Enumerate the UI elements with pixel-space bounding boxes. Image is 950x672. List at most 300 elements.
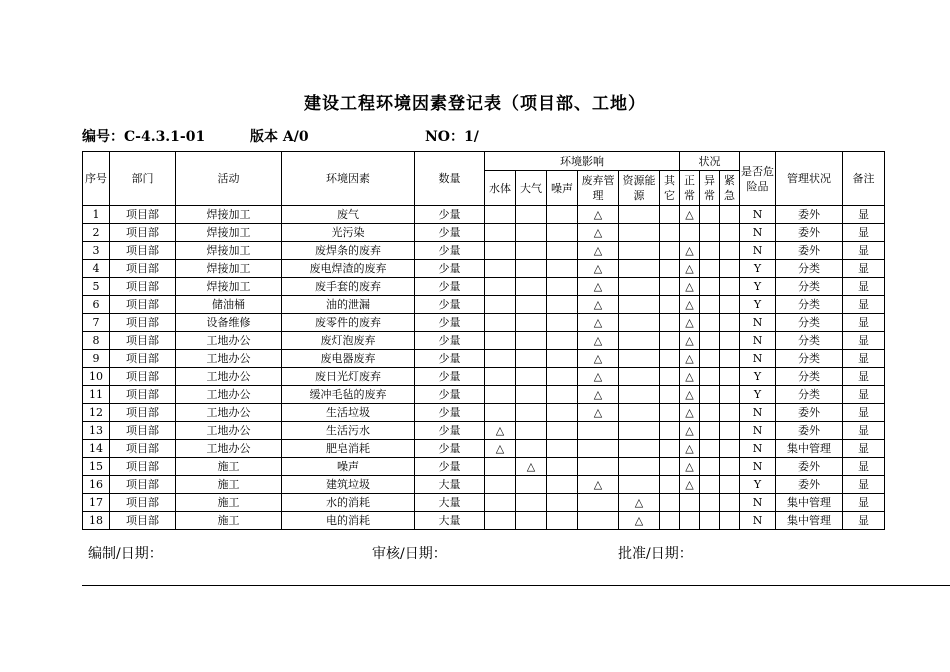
cell-emergency xyxy=(720,278,740,296)
cell-manage: 分类 xyxy=(776,350,843,368)
cell-noise xyxy=(547,476,578,494)
cell-resource xyxy=(619,386,660,404)
cell-normal: △ xyxy=(680,422,700,440)
header-status: 状况 xyxy=(680,152,740,171)
cell-water xyxy=(485,206,516,224)
cell-remark: 显 xyxy=(843,512,885,530)
cell-manage: 委外 xyxy=(776,242,843,260)
cell-noise xyxy=(547,260,578,278)
table-row xyxy=(83,314,885,332)
cell-air xyxy=(516,314,547,332)
cell-dept: 项目部 xyxy=(110,224,176,242)
cell-noise xyxy=(547,242,578,260)
cell-resource xyxy=(619,368,660,386)
cell-hazard: Y xyxy=(740,368,776,386)
cell-emergency xyxy=(720,494,740,512)
cell-activity: 施工 xyxy=(176,476,282,494)
cell-air xyxy=(516,260,547,278)
cell-manage: 委外 xyxy=(776,224,843,242)
cell-resource xyxy=(619,242,660,260)
cell-dept: 项目部 xyxy=(110,386,176,404)
cell-noise xyxy=(547,206,578,224)
table-row xyxy=(83,260,885,278)
cell-waste: △ xyxy=(578,386,619,404)
cell-abnormal xyxy=(700,314,720,332)
cell-manage: 集中管理 xyxy=(776,440,843,458)
cell-noise xyxy=(547,386,578,404)
cell-other xyxy=(660,332,680,350)
cell-other xyxy=(660,278,680,296)
cell-remark: 显 xyxy=(843,440,885,458)
header-status-normal: 正常 xyxy=(680,171,700,206)
cell-activity: 工地办公 xyxy=(176,368,282,386)
cell-remark: 显 xyxy=(843,206,885,224)
cell-remark: 显 xyxy=(843,494,885,512)
cell-dept: 项目部 xyxy=(110,242,176,260)
cell-noise xyxy=(547,512,578,530)
table-row xyxy=(83,404,885,422)
cell-seq: 4 xyxy=(83,260,110,278)
cell-qty: 少量 xyxy=(415,422,485,440)
table-row xyxy=(83,512,885,530)
header-activity: 活动 xyxy=(176,152,282,206)
cell-normal: △ xyxy=(680,314,700,332)
cell-hazard: N xyxy=(740,512,776,530)
cell-noise xyxy=(547,404,578,422)
cell-remark: 显 xyxy=(843,242,885,260)
cell-abnormal xyxy=(700,296,720,314)
cell-other xyxy=(660,512,680,530)
cell-dept: 项目部 xyxy=(110,206,176,224)
header-remark: 备注 xyxy=(843,152,885,206)
cell-normal: △ xyxy=(680,386,700,404)
cell-hazard: Y xyxy=(740,278,776,296)
cell-abnormal xyxy=(700,386,720,404)
cell-seq: 18 xyxy=(83,512,110,530)
cell-manage: 分类 xyxy=(776,332,843,350)
header-status-emergency: 紧急 xyxy=(720,171,740,206)
cell-abnormal xyxy=(700,494,720,512)
table-row xyxy=(83,368,885,386)
cell-qty: 大量 xyxy=(415,512,485,530)
cell-emergency xyxy=(720,476,740,494)
cell-resource: △ xyxy=(619,512,660,530)
cell-manage: 委外 xyxy=(776,422,843,440)
cell-waste: △ xyxy=(578,224,619,242)
cell-qty: 少量 xyxy=(415,260,485,278)
cell-factor: 废电器废弃 xyxy=(282,350,415,368)
cell-seq: 2 xyxy=(83,224,110,242)
cell-remark: 显 xyxy=(843,476,885,494)
cell-manage: 集中管理 xyxy=(776,512,843,530)
cell-air xyxy=(516,206,547,224)
cell-abnormal xyxy=(700,224,720,242)
header-impact-water: 水体 xyxy=(485,171,516,206)
cell-hazard: N xyxy=(740,350,776,368)
cell-activity: 工地办公 xyxy=(176,350,282,368)
cell-abnormal xyxy=(700,404,720,422)
cell-factor: 肥皂消耗 xyxy=(282,440,415,458)
cell-activity: 施工 xyxy=(176,458,282,476)
cell-qty: 少量 xyxy=(415,368,485,386)
cell-resource xyxy=(619,476,660,494)
cell-emergency xyxy=(720,386,740,404)
cell-noise xyxy=(547,458,578,476)
cell-waste xyxy=(578,440,619,458)
cell-qty: 少量 xyxy=(415,350,485,368)
cell-remark: 显 xyxy=(843,404,885,422)
header-status-abnormal: 异常 xyxy=(700,171,720,206)
cell-water xyxy=(485,278,516,296)
header-impact-other: 其它 xyxy=(660,171,680,206)
cell-dept: 项目部 xyxy=(110,422,176,440)
cell-activity: 施工 xyxy=(176,512,282,530)
cell-air xyxy=(516,494,547,512)
cell-dept: 项目部 xyxy=(110,314,176,332)
cell-resource xyxy=(619,296,660,314)
cell-hazard: N xyxy=(740,440,776,458)
cell-air xyxy=(516,386,547,404)
cell-qty: 少量 xyxy=(415,332,485,350)
cell-remark: 显 xyxy=(843,350,885,368)
cell-noise xyxy=(547,440,578,458)
cell-water xyxy=(485,494,516,512)
cell-resource xyxy=(619,314,660,332)
cell-other xyxy=(660,440,680,458)
cell-noise xyxy=(547,278,578,296)
cell-waste: △ xyxy=(578,278,619,296)
cell-manage: 分类 xyxy=(776,278,843,296)
cell-factor: 电的消耗 xyxy=(282,512,415,530)
cell-waste: △ xyxy=(578,332,619,350)
cell-activity: 焊接加工 xyxy=(176,278,282,296)
cell-abnormal xyxy=(700,476,720,494)
cell-remark: 显 xyxy=(843,422,885,440)
cell-emergency xyxy=(720,440,740,458)
footer-approved: 批准/日期： xyxy=(618,546,693,562)
cell-remark: 显 xyxy=(843,224,885,242)
cell-emergency xyxy=(720,332,740,350)
document-number: NO：1/ xyxy=(425,129,479,145)
cell-abnormal xyxy=(700,260,720,278)
cell-abnormal xyxy=(700,242,720,260)
cell-other xyxy=(660,224,680,242)
header-hazard: 是否危险品 xyxy=(740,152,776,206)
table-row xyxy=(83,224,885,242)
cell-normal: △ xyxy=(680,278,700,296)
cell-manage: 分类 xyxy=(776,296,843,314)
cell-water xyxy=(485,224,516,242)
cell-emergency xyxy=(720,260,740,278)
cell-seq: 9 xyxy=(83,350,110,368)
cell-activity: 工地办公 xyxy=(176,332,282,350)
cell-air: △ xyxy=(516,458,547,476)
cell-activity: 施工 xyxy=(176,494,282,512)
cell-activity: 工地办公 xyxy=(176,422,282,440)
cell-air xyxy=(516,422,547,440)
table-row xyxy=(83,422,885,440)
cell-other xyxy=(660,368,680,386)
header-impact: 环境影响 xyxy=(485,152,680,171)
cell-remark: 显 xyxy=(843,278,885,296)
cell-seq: 14 xyxy=(83,440,110,458)
table-row xyxy=(83,350,885,368)
cell-activity: 焊接加工 xyxy=(176,260,282,278)
cell-manage: 委外 xyxy=(776,476,843,494)
environment-factor-table xyxy=(82,151,885,530)
cell-air xyxy=(516,296,547,314)
cell-water xyxy=(485,458,516,476)
header-factor: 环境因素 xyxy=(282,152,415,206)
cell-waste: △ xyxy=(578,242,619,260)
cell-emergency xyxy=(720,404,740,422)
cell-air xyxy=(516,350,547,368)
cell-other xyxy=(660,476,680,494)
cell-resource: △ xyxy=(619,494,660,512)
header-dept: 部门 xyxy=(110,152,176,206)
cell-other xyxy=(660,260,680,278)
cell-emergency xyxy=(720,368,740,386)
cell-activity: 焊接加工 xyxy=(176,242,282,260)
cell-seq: 7 xyxy=(83,314,110,332)
cell-dept: 项目部 xyxy=(110,368,176,386)
cell-dept: 项目部 xyxy=(110,512,176,530)
cell-noise xyxy=(547,350,578,368)
cell-resource xyxy=(619,332,660,350)
cell-normal: △ xyxy=(680,368,700,386)
cell-remark: 显 xyxy=(843,386,885,404)
footer-reviewed: 审核/日期： xyxy=(372,546,447,562)
cell-waste xyxy=(578,458,619,476)
cell-seq: 12 xyxy=(83,404,110,422)
cell-hazard: N xyxy=(740,458,776,476)
cell-hazard: Y xyxy=(740,260,776,278)
cell-abnormal xyxy=(700,422,720,440)
cell-factor: 建筑垃圾 xyxy=(282,476,415,494)
cell-normal: △ xyxy=(680,476,700,494)
cell-hazard: N xyxy=(740,332,776,350)
cell-seq: 11 xyxy=(83,386,110,404)
cell-normal: △ xyxy=(680,350,700,368)
cell-manage: 分类 xyxy=(776,386,843,404)
cell-qty: 少量 xyxy=(415,242,485,260)
cell-resource xyxy=(619,206,660,224)
cell-hazard: N xyxy=(740,224,776,242)
cell-water xyxy=(485,386,516,404)
cell-other xyxy=(660,206,680,224)
cell-dept: 项目部 xyxy=(110,278,176,296)
header-management: 管理状况 xyxy=(776,152,843,206)
header-impact-resource: 资源能源 xyxy=(619,171,660,206)
footer-prepared: 编制/日期： xyxy=(88,546,163,562)
cell-qty: 少量 xyxy=(415,278,485,296)
cell-water xyxy=(485,368,516,386)
table-row xyxy=(83,494,885,512)
cell-qty: 少量 xyxy=(415,224,485,242)
cell-normal: △ xyxy=(680,206,700,224)
cell-normal xyxy=(680,224,700,242)
cell-abnormal xyxy=(700,332,720,350)
cell-dept: 项目部 xyxy=(110,440,176,458)
document-version: 版本 A/0 xyxy=(250,129,309,145)
cell-air xyxy=(516,242,547,260)
cell-noise xyxy=(547,422,578,440)
table-row xyxy=(83,278,885,296)
cell-dept: 项目部 xyxy=(110,260,176,278)
cell-seq: 5 xyxy=(83,278,110,296)
cell-seq: 13 xyxy=(83,422,110,440)
cell-dept: 项目部 xyxy=(110,494,176,512)
cell-factor: 废日光灯废弃 xyxy=(282,368,415,386)
cell-emergency xyxy=(720,242,740,260)
cell-air xyxy=(516,476,547,494)
cell-normal: △ xyxy=(680,440,700,458)
cell-emergency xyxy=(720,296,740,314)
cell-factor: 废零件的废弃 xyxy=(282,314,415,332)
cell-emergency xyxy=(720,206,740,224)
cell-water xyxy=(485,296,516,314)
cell-normal: △ xyxy=(680,242,700,260)
cell-resource xyxy=(619,224,660,242)
header-seq: 序号 xyxy=(83,152,110,206)
cell-dept: 项目部 xyxy=(110,476,176,494)
cell-waste: △ xyxy=(578,314,619,332)
cell-factor: 缓冲毛毡的废弃 xyxy=(282,386,415,404)
cell-air xyxy=(516,404,547,422)
cell-noise xyxy=(547,296,578,314)
cell-water xyxy=(485,404,516,422)
cell-manage: 委外 xyxy=(776,206,843,224)
cell-manage: 集中管理 xyxy=(776,494,843,512)
cell-other xyxy=(660,350,680,368)
cell-factor: 水的消耗 xyxy=(282,494,415,512)
cell-waste: △ xyxy=(578,404,619,422)
cell-other xyxy=(660,386,680,404)
cell-waste: △ xyxy=(578,368,619,386)
table-body xyxy=(83,206,885,530)
cell-factor: 光污染 xyxy=(282,224,415,242)
cell-hazard: N xyxy=(740,422,776,440)
cell-dept: 项目部 xyxy=(110,404,176,422)
cell-activity: 工地办公 xyxy=(176,440,282,458)
cell-seq: 6 xyxy=(83,296,110,314)
cell-factor: 油的泄漏 xyxy=(282,296,415,314)
cell-air xyxy=(516,278,547,296)
cell-remark: 显 xyxy=(843,332,885,350)
cell-activity: 焊接加工 xyxy=(176,206,282,224)
cell-seq: 8 xyxy=(83,332,110,350)
cell-resource xyxy=(619,404,660,422)
cell-normal: △ xyxy=(680,458,700,476)
table-row xyxy=(83,332,885,350)
document-title: 建设工程环境因素登记表（项目部、工地） xyxy=(304,94,646,114)
cell-noise xyxy=(547,494,578,512)
cell-hazard: N xyxy=(740,242,776,260)
cell-qty: 少量 xyxy=(415,206,485,224)
cell-manage: 分类 xyxy=(776,260,843,278)
cell-noise xyxy=(547,224,578,242)
cell-resource xyxy=(619,422,660,440)
cell-activity: 焊接加工 xyxy=(176,224,282,242)
header-impact-noise: 噪声 xyxy=(547,171,578,206)
cell-emergency xyxy=(720,512,740,530)
cell-abnormal xyxy=(700,458,720,476)
cell-waste xyxy=(578,494,619,512)
cell-manage: 分类 xyxy=(776,314,843,332)
cell-water xyxy=(485,314,516,332)
cell-factor: 噪声 xyxy=(282,458,415,476)
cell-other xyxy=(660,404,680,422)
cell-remark: 显 xyxy=(843,260,885,278)
cell-waste: △ xyxy=(578,206,619,224)
cell-seq: 3 xyxy=(83,242,110,260)
cell-qty: 少量 xyxy=(415,314,485,332)
table-row xyxy=(83,458,885,476)
table-row xyxy=(83,386,885,404)
cell-hazard: Y xyxy=(740,476,776,494)
cell-qty: 大量 xyxy=(415,476,485,494)
cell-resource xyxy=(619,440,660,458)
cell-resource xyxy=(619,278,660,296)
cell-hazard: N xyxy=(740,314,776,332)
cell-dept: 项目部 xyxy=(110,296,176,314)
cell-qty: 少量 xyxy=(415,386,485,404)
cell-waste xyxy=(578,512,619,530)
cell-seq: 1 xyxy=(83,206,110,224)
cell-resource xyxy=(619,458,660,476)
cell-noise xyxy=(547,368,578,386)
cell-other xyxy=(660,494,680,512)
cell-water xyxy=(485,242,516,260)
cell-waste: △ xyxy=(578,476,619,494)
cell-factor: 废电焊渣的废弃 xyxy=(282,260,415,278)
cell-remark: 显 xyxy=(843,314,885,332)
cell-waste: △ xyxy=(578,296,619,314)
cell-abnormal xyxy=(700,512,720,530)
document-code: 编号：C-4.3.1-01 xyxy=(82,129,206,145)
cell-normal: △ xyxy=(680,260,700,278)
cell-waste: △ xyxy=(578,260,619,278)
cell-noise xyxy=(547,332,578,350)
cell-resource xyxy=(619,260,660,278)
cell-abnormal xyxy=(700,350,720,368)
cell-factor: 废手套的废弃 xyxy=(282,278,415,296)
cell-normal: △ xyxy=(680,404,700,422)
cell-resource xyxy=(619,350,660,368)
cell-water xyxy=(485,350,516,368)
cell-factor: 废灯泡废弃 xyxy=(282,332,415,350)
cell-air xyxy=(516,440,547,458)
cell-emergency xyxy=(720,422,740,440)
cell-seq: 10 xyxy=(83,368,110,386)
cell-qty: 少量 xyxy=(415,440,485,458)
cell-other xyxy=(660,422,680,440)
cell-activity: 工地办公 xyxy=(176,404,282,422)
cell-normal xyxy=(680,494,700,512)
cell-seq: 17 xyxy=(83,494,110,512)
cell-dept: 项目部 xyxy=(110,350,176,368)
cell-water xyxy=(485,332,516,350)
cell-normal: △ xyxy=(680,332,700,350)
table-row xyxy=(83,296,885,314)
cell-emergency xyxy=(720,350,740,368)
cell-qty: 少量 xyxy=(415,296,485,314)
bottom-divider xyxy=(82,585,950,586)
cell-waste xyxy=(578,422,619,440)
cell-abnormal xyxy=(700,440,720,458)
header-quantity: 数量 xyxy=(415,152,485,206)
cell-qty: 少量 xyxy=(415,404,485,422)
